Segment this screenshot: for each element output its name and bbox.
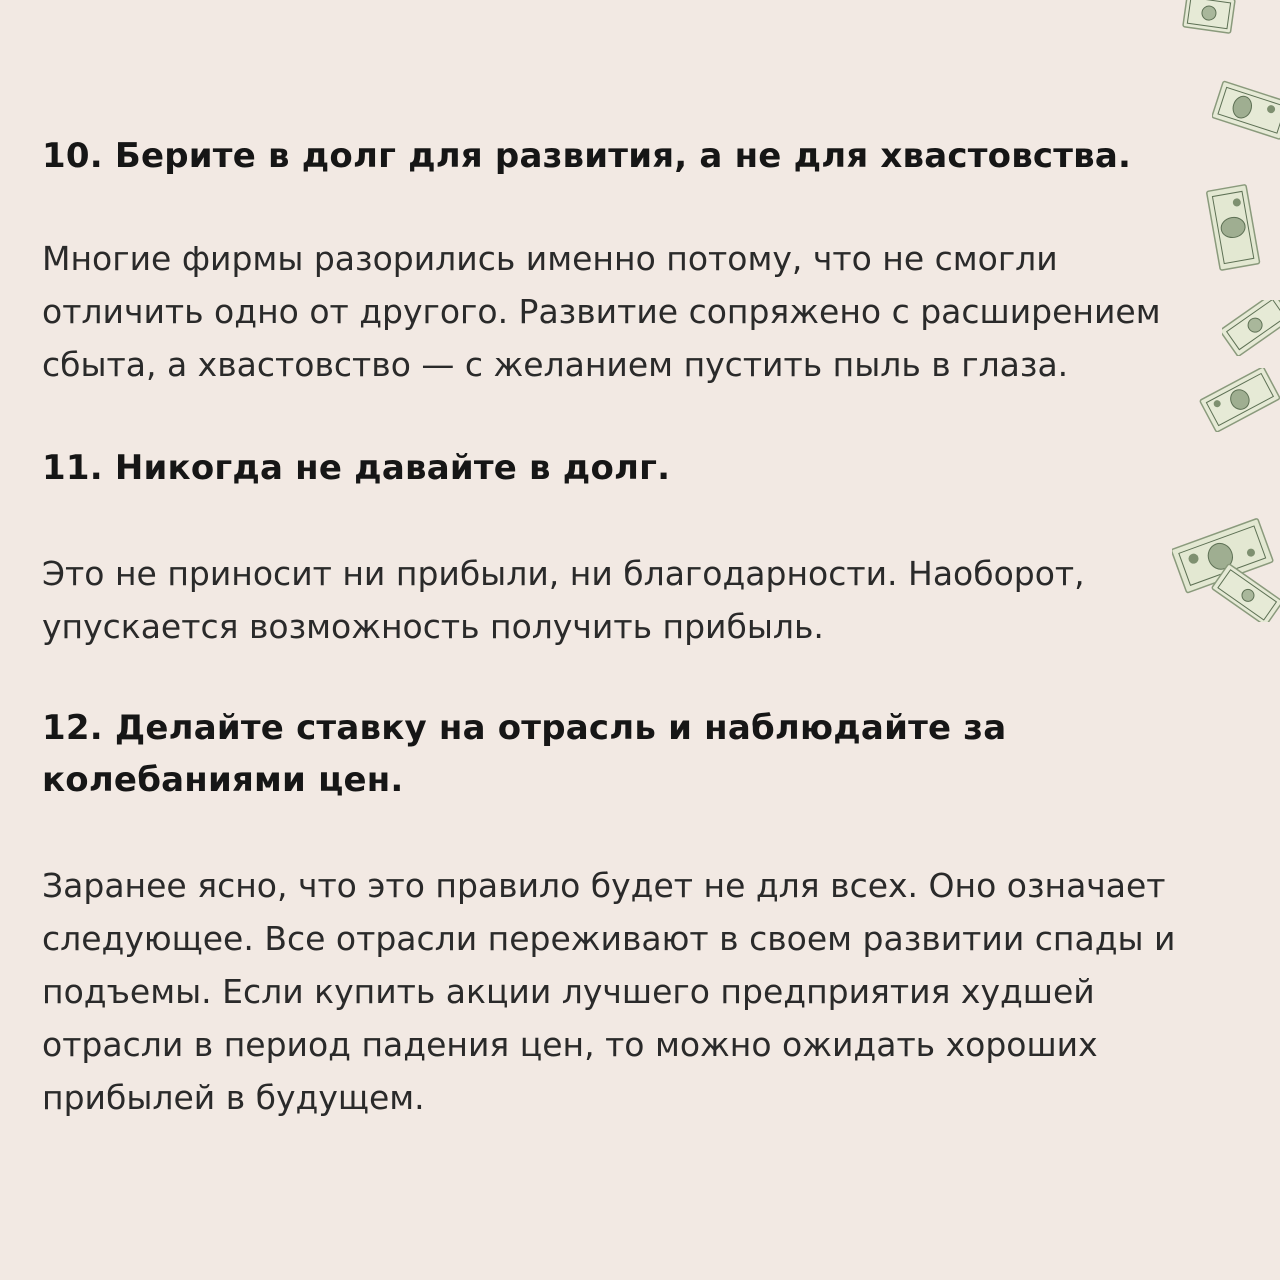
dollar-bill-icon	[1222, 300, 1280, 356]
section-12-body: Заранее ясно, что это правило будет не для всех. Оно означает следующее. Все отрасли переживают в своем развитии спады и подъемы. Если купить акции лучшего предприятия худшей отрасли в период падения цен, то можно ожидать хороших прибылей в будущем.	[42, 866, 1176, 1117]
section-12-title: 12. Делайте ставку на отрасль и наблюдайте за колебаниями цен.	[42, 708, 1007, 800]
dollar-bill-icon	[1212, 74, 1280, 144]
dollar-bill-icon	[1172, 510, 1280, 622]
section-10-title: 10. Берите в долг для развития, а не для хвастовства.	[42, 136, 1132, 176]
section-11-title: 11. Никогда не давайте в долг.	[42, 448, 671, 488]
dollar-bill-icon	[1178, 0, 1238, 40]
section-10-body: Многие фирмы разорились именно потому, что не смогли отличить одно от другого. Развитие сопряжено с расширением сбыта, а хвастовство — с желанием пустить пыль в глаза.	[42, 239, 1161, 384]
section-11-body: Это не приносит ни прибыли, ни благодарности. Наоборот, упускается возможность получить прибыль.	[42, 554, 1085, 646]
